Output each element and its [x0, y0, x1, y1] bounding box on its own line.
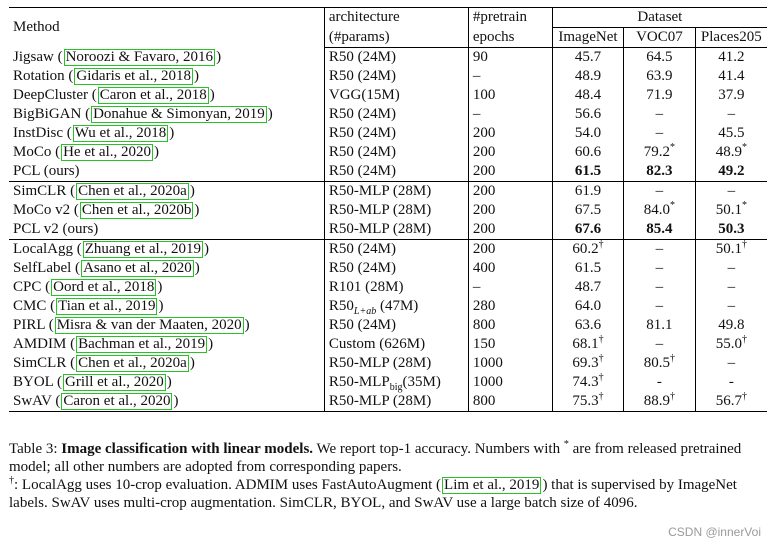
voc07-cell: –: [624, 182, 695, 202]
citation-link[interactable]: Chen et al., 2020a: [78, 355, 187, 371]
header-dataset: Dataset: [552, 8, 767, 28]
citation-link[interactable]: Wu et al., 2018: [74, 125, 167, 141]
voc07-cell: –: [624, 105, 695, 124]
method-cell: MoCo ( He et al., 2020 ): [9, 143, 324, 162]
header-method: Method: [9, 8, 324, 48]
architecture-cell: R50 (24M): [324, 316, 468, 335]
places205-cell: 41.4: [718, 68, 745, 84]
method-cell: PCL (ours): [9, 162, 324, 182]
places205-cell: 49.2: [718, 163, 745, 179]
places205-cell: 50.1*: [715, 200, 747, 218]
voc07-cell: 63.9: [624, 67, 695, 86]
method-cell: CMC ( Tian et al., 2019 ): [9, 297, 324, 316]
places205-cell: 48.9*: [715, 142, 747, 160]
caption-citation-link[interactable]: Lim et al., 2019: [444, 477, 540, 493]
header-imagenet: ImageNet: [552, 28, 623, 48]
architecture-cell: R50 (24M): [324, 105, 468, 124]
imagenet-cell: 45.7: [552, 48, 623, 68]
epochs-cell: 400: [468, 259, 552, 278]
watermark: CSDN @innerVoi: [668, 525, 761, 539]
voc07-cell: 84.0*: [624, 201, 695, 220]
table-row: [9, 297, 767, 316]
table-row: [9, 162, 767, 182]
epochs-cell: 1000: [468, 373, 552, 392]
places205-cell: 50.3: [718, 221, 745, 237]
voc07-cell: 64.5: [624, 48, 695, 68]
method-cell: AMDIM ( Bachman et al., 2019 ): [9, 335, 324, 354]
header-epochs-line2: epochs: [468, 28, 552, 48]
caption-dagger: †: [9, 475, 14, 486]
architecture-cell: R50-MLP (28M): [324, 354, 468, 373]
citation-link[interactable]: Oord et al., 2018: [53, 279, 155, 295]
epochs-cell: 200: [468, 124, 552, 143]
imagenet-cell: 68.1†: [552, 335, 623, 354]
method-cell: BYOL ( Grill et al., 2020 ): [9, 373, 324, 392]
caption-text-1: We report top-1 accuracy. Numbers with: [313, 441, 564, 457]
places205-cell: –: [727, 355, 736, 371]
header-voc07: VOC07: [624, 28, 695, 48]
citation-link[interactable]: Bachman et al., 2019: [78, 336, 206, 352]
architecture-cell: R50 (24M): [324, 240, 468, 260]
citation-link[interactable]: Noroozi & Favaro, 2016: [65, 48, 214, 65]
method-cell: Rotation ( Gidaris et al., 2018 ): [9, 67, 324, 86]
table-row: [9, 48, 767, 68]
places205-cell: 49.8: [718, 317, 745, 333]
epochs-cell: 100: [468, 86, 552, 105]
caption-label: Table 3:: [9, 441, 62, 457]
architecture-cell: R50-MLP (28M): [324, 182, 468, 202]
epochs-cell: –: [468, 105, 552, 124]
citation-link[interactable]: Asano et al., 2020: [83, 260, 192, 276]
header-arch-line2: (#params): [324, 28, 468, 48]
citation-link[interactable]: Donahue & Simonyan, 2019: [93, 106, 265, 122]
citation-link[interactable]: Gidaris et al., 2018: [76, 68, 191, 84]
table-row: [9, 278, 767, 297]
table-row: [9, 316, 767, 335]
architecture-cell: R50-MLP (28M): [324, 201, 468, 220]
table-row: [9, 124, 767, 143]
epochs-cell: –: [468, 67, 552, 86]
imagenet-cell: 64.0: [552, 297, 623, 316]
method-cell: Jigsaw ( Noroozi & Favaro, 2016 ): [9, 48, 324, 68]
architecture-cell: R50-MLP (28M): [324, 392, 468, 412]
places205-cell: 37.9: [718, 87, 745, 103]
imagenet-cell: 61.9: [552, 182, 623, 202]
epochs-cell: 200: [468, 201, 552, 220]
table-row: [9, 240, 767, 260]
architecture-cell: VGG(15M): [324, 86, 468, 105]
architecture-cell: R50-MLP (28M): [324, 220, 468, 240]
architecture-cell: R50 (24M): [324, 124, 468, 143]
caption-text-2: are from released pretrained model; all other numbers are adopted from corresponding papers.: [9, 441, 742, 475]
imagenet-cell: 63.6: [552, 316, 623, 335]
voc07-cell: –: [624, 240, 695, 260]
places205-cell: –: [695, 182, 767, 202]
architecture-cell: R50 (24M): [324, 67, 468, 86]
imagenet-cell: 69.3†: [552, 354, 623, 373]
citation-link[interactable]: Chen et al., 2020b: [81, 202, 192, 218]
epochs-cell: 1000: [468, 354, 552, 373]
places205-cell: –: [727, 260, 736, 276]
imagenet-cell: 48.7: [552, 278, 623, 297]
voc07-cell: –: [624, 124, 695, 143]
imagenet-cell: 48.4: [552, 86, 623, 105]
header-row-1: [9, 8, 767, 28]
citation-link[interactable]: Grill et al., 2020: [65, 374, 164, 390]
architecture-cell: $R50-MLP_{big}(35M)$: [324, 373, 468, 392]
imagenet-cell: 61.5: [552, 162, 623, 182]
table-row: [9, 67, 767, 86]
citation-link[interactable]: Misra & van der Maaten, 2020: [56, 317, 242, 333]
architecture-cell: $R50_{L+ab}$ (47M): [324, 297, 468, 316]
imagenet-cell: 48.9: [552, 67, 623, 86]
voc07-cell: 81.1: [624, 316, 695, 335]
citation-link[interactable]: Caron et al., 2020: [63, 393, 171, 409]
table-row: [9, 259, 767, 278]
voc07-cell: 82.3: [624, 162, 695, 182]
method-cell: PIRL ( Misra & van der Maaten, 2020 ): [9, 316, 324, 335]
epochs-cell: 200: [468, 240, 552, 260]
method-cell: InstDisc ( Wu et al., 2018 ): [9, 124, 324, 143]
imagenet-cell: 60.2†: [552, 240, 623, 260]
method-cell: SimCLR ( Chen et al., 2020a ): [9, 354, 324, 373]
method-cell: SelfLabel ( Asano et al., 2020 ): [9, 259, 324, 278]
table-caption: [9, 440, 767, 512]
places205-cell: 45.5: [718, 125, 745, 141]
epochs-cell: 200: [468, 162, 552, 182]
architecture-cell: Custom (626M): [324, 335, 468, 354]
caption-title: Image classification with linear models.: [61, 441, 314, 457]
places205-cell: -: [728, 374, 734, 390]
places205-cell: –: [727, 279, 736, 295]
voc07-cell: –: [624, 335, 695, 354]
table-row: [9, 86, 767, 105]
citation-link[interactable]: Tian et al., 2019: [58, 298, 156, 314]
citation-link[interactable]: Zhuang et al., 2019: [84, 241, 201, 257]
imagenet-cell: 60.6: [552, 143, 623, 162]
table-row: [9, 201, 767, 220]
epochs-cell: 200: [468, 220, 552, 240]
epochs-cell: 800: [468, 392, 552, 412]
voc07-cell: –: [624, 278, 695, 297]
method-cell: LocalAgg ( Zhuang et al., 2019 ): [9, 240, 324, 260]
imagenet-cell: 61.5: [552, 259, 623, 278]
caption-note-1: : LocalAgg uses 10-crop evaluation. ADMIM uses FastAutoAugment (: [14, 477, 442, 493]
method-cell: MoCo v2 ( Chen et al., 2020b ): [9, 201, 324, 220]
table-row: [9, 335, 767, 354]
imagenet-cell: 75.3†: [552, 392, 623, 412]
voc07-cell: 80.5†: [624, 354, 695, 373]
table-row: [9, 220, 767, 240]
places205-cell: 50.1†: [695, 240, 767, 260]
results-table: [9, 7, 767, 412]
method-cell: DeepCluster ( Caron et al., 2018 ): [9, 86, 324, 105]
epochs-cell: 800: [468, 316, 552, 335]
method-cell: CPC ( Oord et al., 2018 ): [9, 278, 324, 297]
places205-cell: –: [727, 106, 736, 122]
caption-note-2: ) that is supervised by ImageNet labels. SwAV uses multi-crop augmentation. SimCLR, BYOL, and SwAV use a large batch size of 4096.: [9, 477, 737, 511]
architecture-cell: R50 (24M): [324, 143, 468, 162]
citation-link[interactable]: He et al., 2020: [63, 144, 151, 160]
table-row: [9, 105, 767, 124]
architecture-cell: R50 (24M): [324, 162, 468, 182]
voc07-cell: 79.2*: [624, 143, 695, 162]
architecture-cell: R50 (24M): [324, 259, 468, 278]
places205-cell: 41.2: [718, 49, 745, 65]
header-arch-line1: architecture: [324, 8, 468, 28]
voc07-cell: –: [624, 259, 695, 278]
epochs-cell: 200: [468, 143, 552, 162]
imagenet-cell: 74.3†: [552, 373, 623, 392]
method-cell: BigBiGAN ( Donahue & Simonyan, 2019 ): [9, 105, 324, 124]
imagenet-cell: 54.0: [552, 124, 623, 143]
architecture-cell: R50 (24M): [324, 48, 468, 68]
places205-cell: –: [727, 298, 736, 314]
epochs-cell: –: [468, 278, 552, 297]
voc07-cell: 71.9: [624, 86, 695, 105]
table-row: [9, 392, 767, 412]
architecture-cell: R101 (28M): [324, 278, 468, 297]
table-row: [9, 354, 767, 373]
caption-star: *: [563, 439, 569, 450]
voc07-cell: –: [624, 297, 695, 316]
places205-cell: 56.7†: [695, 392, 767, 412]
voc07-cell: 88.9†: [624, 392, 695, 412]
imagenet-cell: 56.6: [552, 105, 623, 124]
imagenet-cell: 67.6: [552, 220, 623, 240]
method-cell: SimCLR ( Chen et al., 2020a ): [9, 182, 324, 202]
header-places205: Places205: [695, 28, 767, 48]
method-cell: SwAV ( Caron et al., 2020 ): [9, 392, 324, 412]
citation-link[interactable]: Caron et al., 2018: [99, 87, 207, 103]
voc07-cell: -: [624, 373, 695, 392]
epochs-cell: 200: [468, 182, 552, 202]
table-row: [9, 373, 767, 392]
epochs-cell: 90: [468, 48, 552, 68]
method-cell: PCL v2 (ours): [9, 220, 324, 240]
imagenet-cell: 67.5: [552, 201, 623, 220]
header-epochs-line1: #pretrain: [468, 8, 552, 28]
epochs-cell: 280: [468, 297, 552, 316]
places205-cell: 55.0†: [715, 334, 747, 352]
table-row: [9, 143, 767, 162]
citation-link[interactable]: Chen et al., 2020a: [78, 183, 187, 199]
epochs-cell: 150: [468, 335, 552, 354]
table-row: [9, 182, 767, 202]
voc07-cell: 85.4: [624, 220, 695, 240]
